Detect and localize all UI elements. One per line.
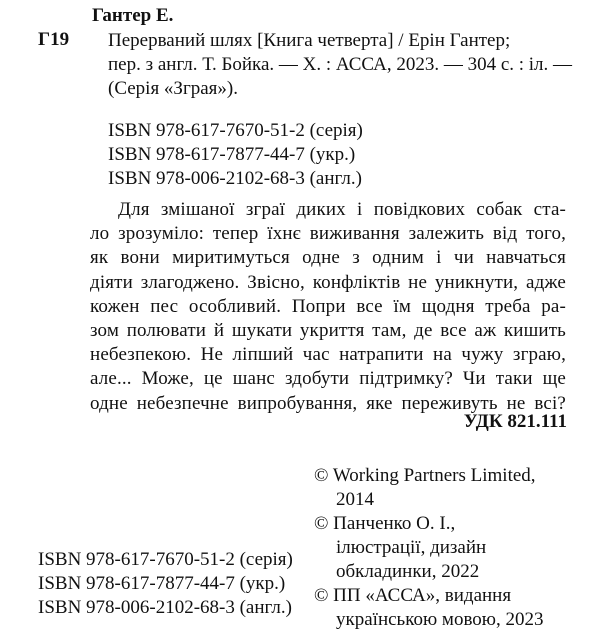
isbn-line: ISBN 978-006-2102-68-3 (англ.) xyxy=(108,168,362,189)
biblio-line: Перерваний шлях [Книга четверта] / Ерін Гантер; xyxy=(108,30,511,51)
isbn-line: ISBN 978-617-7877-44-7 (укр.) xyxy=(38,573,286,594)
isbn-line: ISBN 978-617-7670-51-2 (серія) xyxy=(108,120,363,141)
copyright-cont: 2014 xyxy=(336,489,374,510)
isbn-line: ISBN 978-617-7877-44-7 (укр.) xyxy=(108,144,356,165)
copyright-line: © Working Partners Limited, xyxy=(314,465,536,486)
isbn-list-bottom xyxy=(38,548,293,620)
udk-code: УДК 821.111 xyxy=(463,411,567,432)
isbn-list-top xyxy=(108,119,363,191)
annotation-line: але... Може, це шанс здобути підтримку? Чи таки ще xyxy=(90,368,566,390)
copyright-line: © Панченко О. І., xyxy=(314,513,456,534)
biblio-line: (Серія «Зграя»). xyxy=(108,78,238,99)
annotation-line: ло зрозуміло: тепер їхнє виживання залежить від того, xyxy=(90,223,566,245)
annotation-line: зом полювати й шукати укриття там, де все аж кишить xyxy=(90,320,566,342)
bibliographic-record xyxy=(108,29,578,101)
annotation-line: діяти злагоджено. Звісно, конфліктів не уникнути, адже xyxy=(90,271,566,293)
annotation-line: Для змішаної зграї диких і повідкових собак ста- xyxy=(118,199,566,220)
annotation-line: кожен пес особливий. Попри все їм щодня треба ра- xyxy=(90,295,566,317)
copyright-line: © ПП «АССА», видання xyxy=(314,585,512,606)
copyright-cont: українською мовою, 2023 xyxy=(336,609,544,630)
annotation-paragraph xyxy=(90,198,566,416)
annotation-line: одне небезпечне випробування, яке переживуть не всі? xyxy=(90,392,566,414)
biblio-line: пер. з англ. Т. Бойка. — Х. : АССА, 2023. — 304 с. : іл. — xyxy=(108,54,573,75)
isbn-line: ISBN 978-006-2102-68-3 (англ.) xyxy=(38,597,292,618)
catalog-code: Г19 xyxy=(38,29,70,50)
copyright-cont: обкладинки, 2022 xyxy=(336,561,480,582)
copyright-cont: ілюстрації, дизайн xyxy=(336,537,487,558)
annotation-line: небезпекою. Не ліпший час натрапити на чужу зграю, xyxy=(90,344,566,366)
copyright-block xyxy=(314,464,584,632)
isbn-line: ISBN 978-617-7670-51-2 (серія) xyxy=(38,549,293,570)
author-name: Гантер Е. xyxy=(92,5,174,26)
annotation-line: як вони миритимуться одне з одним і чи навчаться xyxy=(90,247,566,269)
